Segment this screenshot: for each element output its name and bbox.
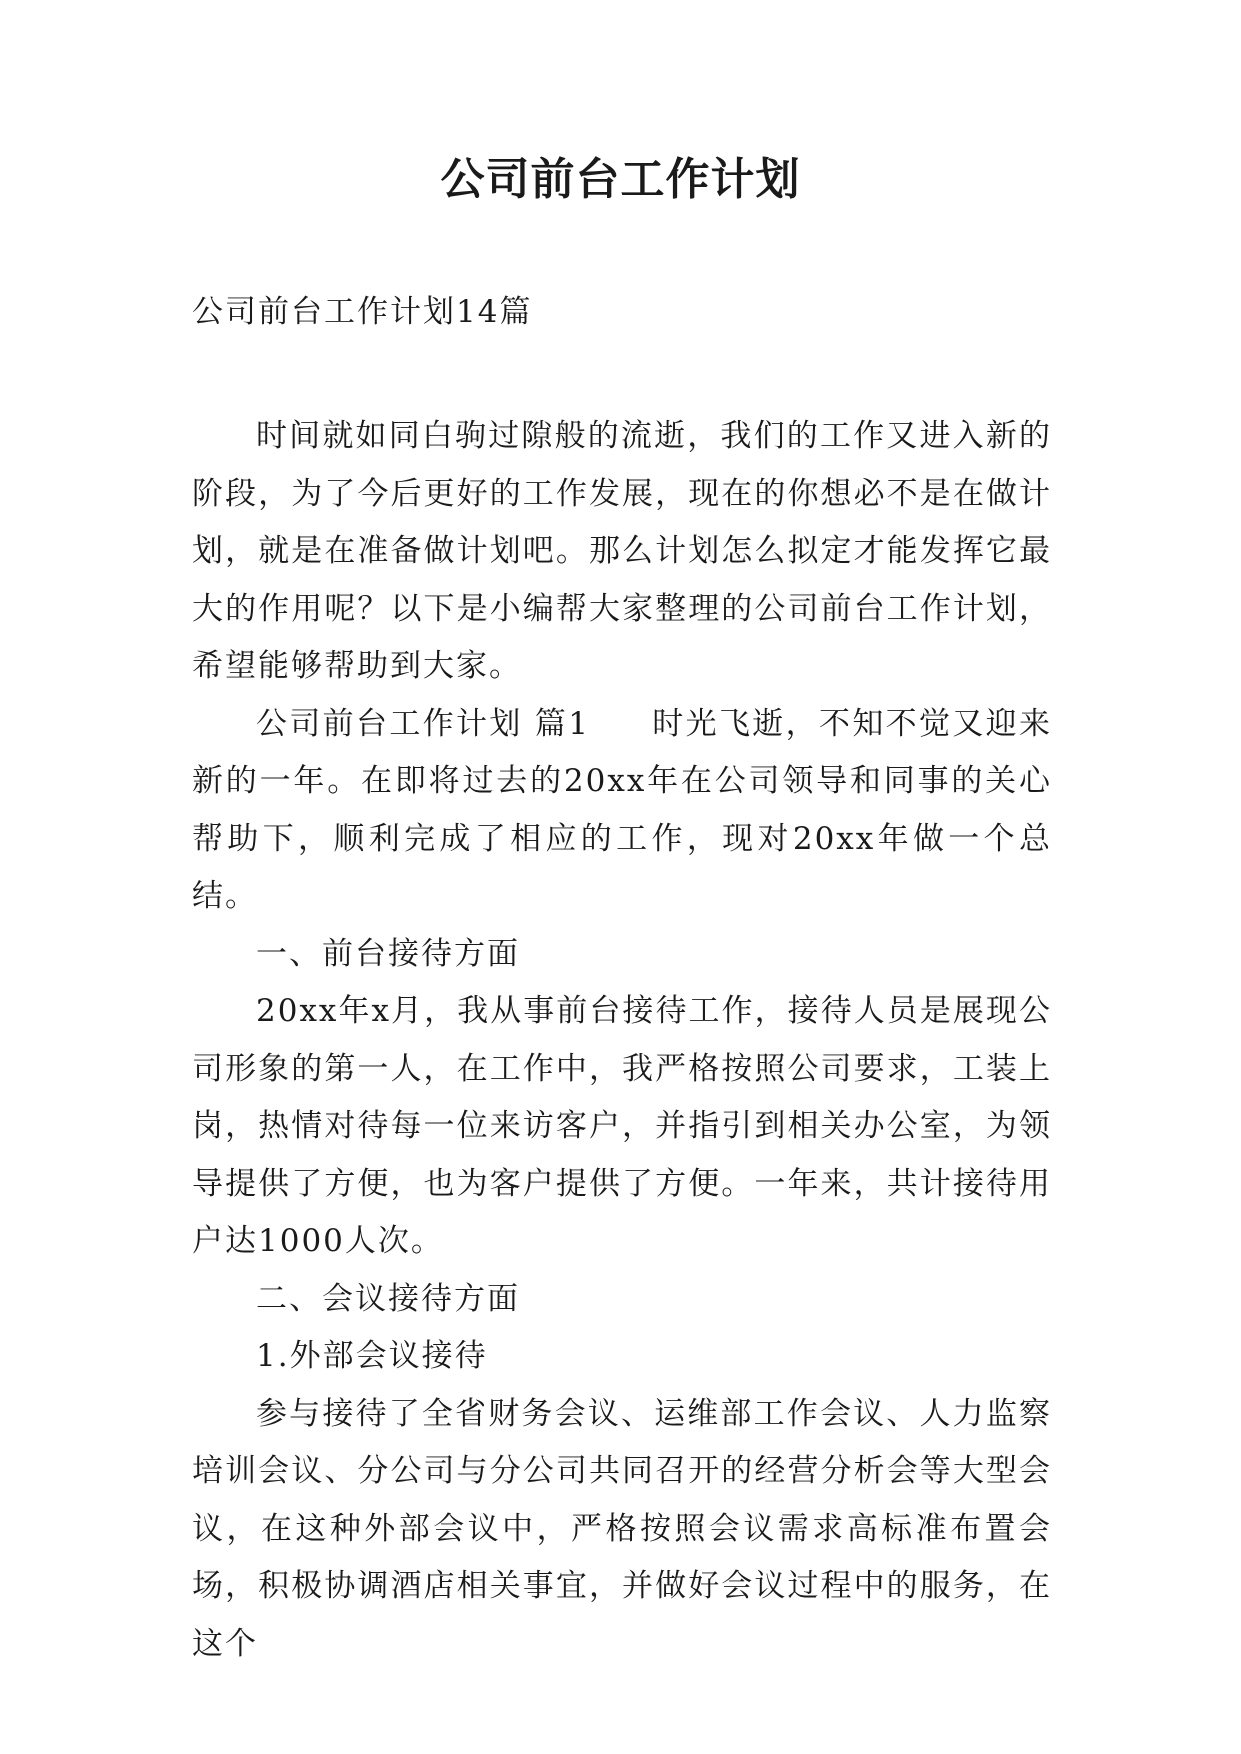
section-1-lead: 时光飞逝，不知不觉又迎来新的一年。在即将过去的20xx年在公司领导和同事的关心帮助下，顺利完成了相应的工作，现对20xx年做一个总结。 [192, 705, 1053, 914]
external-meeting-heading: 1.外部会议接待 [256, 1338, 488, 1374]
external-meeting-paragraph: 参与接待了全省财务会议、运维部工作会议、人力监察培训会议、分公司与分公司共同召开的经营分析会等大型会议，在这种外部会议中，严格按照会议需求高标准布置会场，积极协调酒店相关事宜，并做好会议过程中的服务，在这个 [192, 1395, 1052, 1662]
section-1-heading: 公司前台工作计划 篇1 [256, 705, 590, 742]
intro-paragraph: 时间就如同白驹过隙般的流逝，我们的工作又进入新的阶段，为了今后更好的工作发展，现在的你想必不是在做计划，就是在准备做计划吧。那么计划怎么拟定才能发挥它最大的作用呢？以下是小编帮大家整理的公司前台工作计划，希望能够帮助到大家。 [192, 418, 1052, 684]
section-1-paragraph [192, 696, 1052, 926]
reception-paragraph: 20xx年x月，我从事前台接待工作，接待人员是展现公司形象的第一人，在工作中，我严格按照公司要求，工装上岗，热情对待每一位来访客户，并指引到相关办公室，为领导提供了方便，也为客户提供了方便。一年来，共计接待用户达1000人次。 [192, 993, 1052, 1259]
reception-heading: 一、前台接待方面 [256, 935, 520, 972]
document-title: 公司前台工作计划 [440, 154, 801, 205]
document-subtitle: 公司前台工作计划14篇 [192, 294, 533, 330]
document-body [192, 408, 1052, 1673]
meeting-heading: 二、会议接待方面 [256, 1280, 520, 1317]
